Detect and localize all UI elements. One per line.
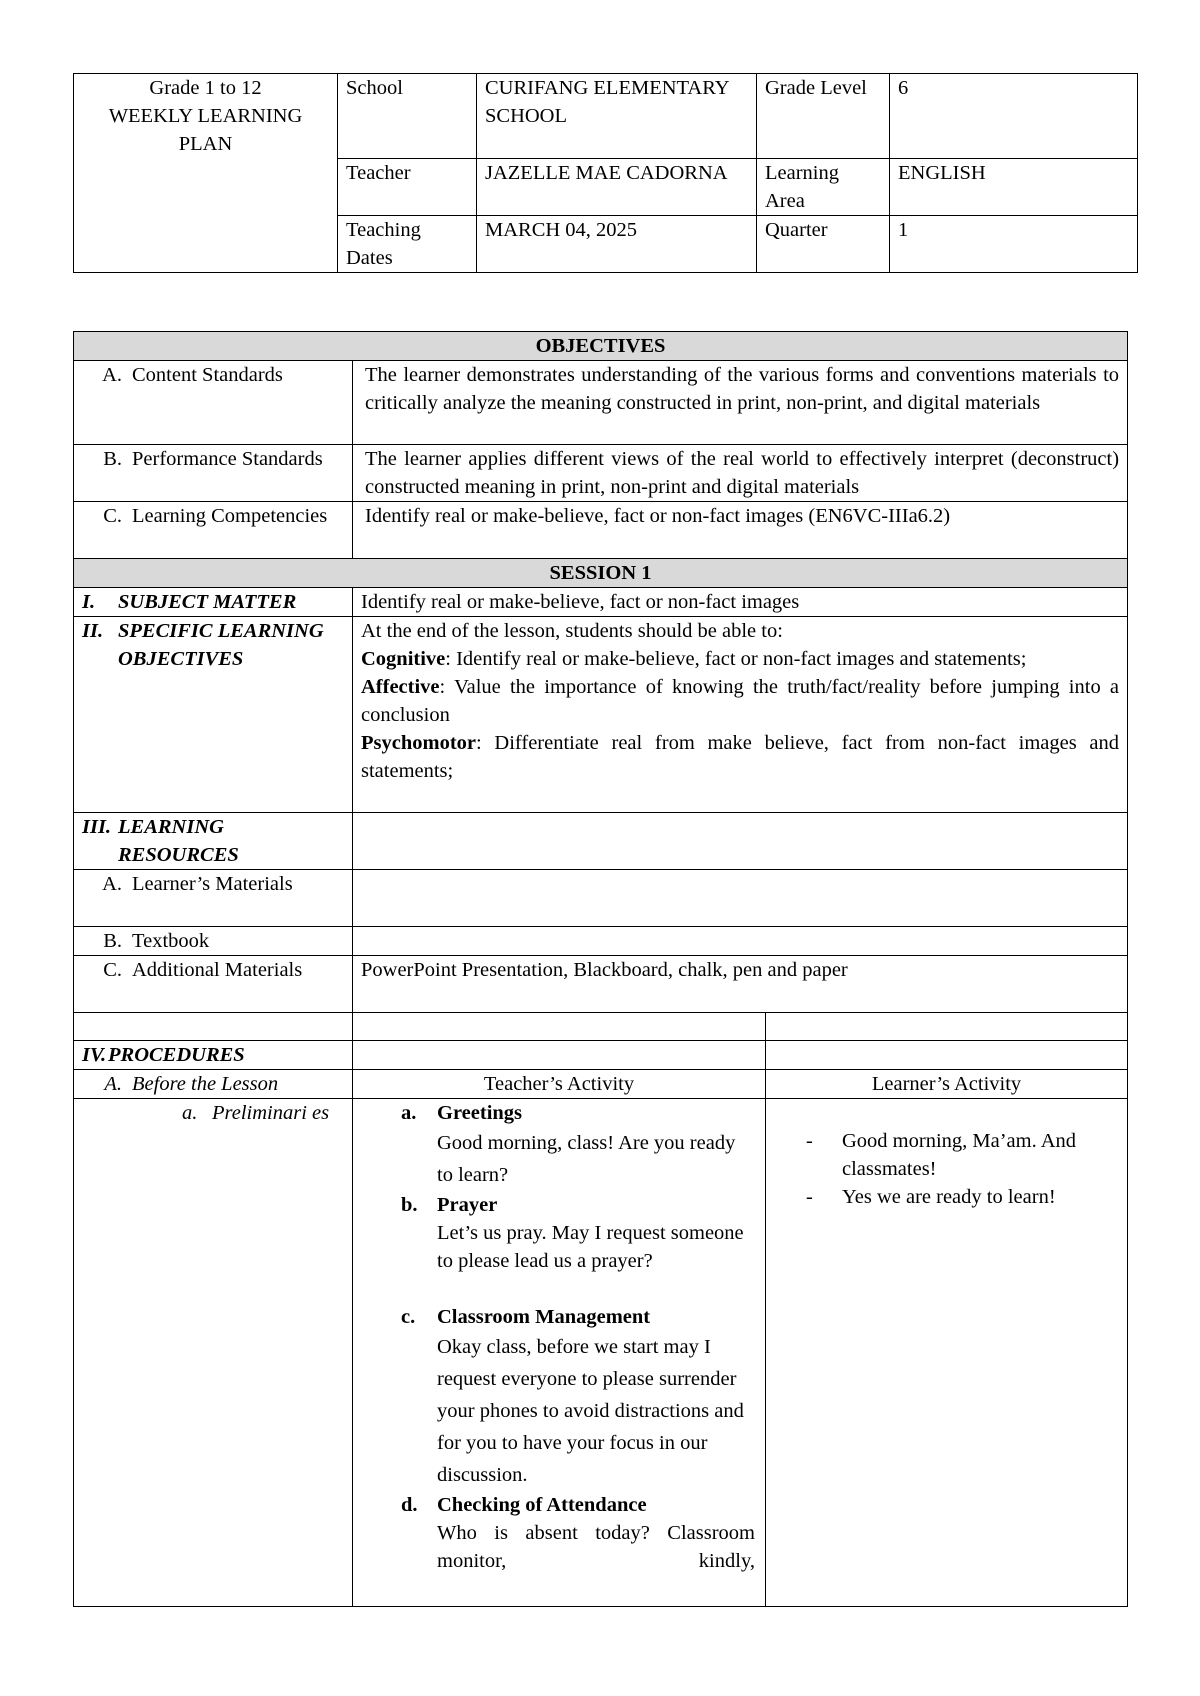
session-heading: SESSION 1 [74,559,1128,588]
plan-title-line: WEEKLY LEARNING [108,105,303,127]
area-value: ENGLISH [890,159,1138,216]
dates-label: Teaching Dates [338,216,477,273]
teacher-step [401,1303,755,1491]
before-label-text: Before the Lesson [132,1073,279,1095]
quarter-value: 1 [890,216,1138,273]
learner-activity-cell [766,1099,1128,1607]
learners-materials-value [353,870,1128,927]
step-title: Checking of Attendance [437,1494,647,1516]
teacher-step [401,1191,755,1275]
resources-marker: III. [82,816,112,838]
step-marker: c. [401,1306,416,1328]
affective-text: : Value the importance of knowing the truth/fact/reality before jumping into a conclusion [361,676,1120,726]
blank-cell [353,1041,766,1070]
before-lesson-label [74,1070,353,1099]
prelim-label-text: Preliminari es [212,1102,330,1124]
plan-title-cell [74,74,338,273]
textbook-label-text: Textbook [132,930,210,952]
blank-cell [766,1041,1128,1070]
school-value: CURIFANG ELEMENTARY SCHOOL [477,74,757,159]
performance-standards-label [74,445,353,502]
quarter-label: Quarter [757,216,890,273]
step-title: Prayer [437,1194,498,1216]
step-marker: d. [401,1494,418,1516]
additional-marker: C. [103,959,122,981]
affective-label: Affective [361,676,440,698]
step-marker: a. [401,1102,417,1124]
additional-materials-text: PowerPoint Presentation, Blackboard, chalk, pen and paper [353,956,1128,1013]
learners-marker: A. [102,873,122,895]
learners-materials-label [74,870,353,927]
subject-matter-label [74,588,353,617]
grade-label: Grade Level [757,74,890,159]
subject-matter-text: Identify real or make-believe, fact or non-fact images [353,588,1128,617]
bullet-marker: - [806,1130,813,1152]
learner-response-text: Yes we are ready to learn! [842,1186,1056,1208]
plan-title-line: PLAN [178,133,233,155]
blank-cell [74,1013,353,1041]
step-title: Greetings [437,1102,523,1124]
specific-label-text: SPECIFIC LEARNING OBJECTIVES [118,620,324,670]
content-label-text: Content Standards [132,364,283,386]
psychomotor-label: Psychomotor [361,732,477,754]
learning-competencies-text: Identify real or make-believe, fact or non-fact images (EN6VC-IIIa6.2) [353,502,1128,559]
specific-objectives-text [353,617,1128,813]
plan-title-line: Grade 1 to 12 [149,77,262,99]
grade-value: 6 [890,74,1138,159]
teacher-label: Teacher [338,159,477,216]
cognitive-text: : Identify real or make-believe, fact or non-fact images and statements; [445,648,1027,670]
competency-label-text: Learning Competencies [132,505,328,527]
textbook-value [353,927,1128,956]
content-standards-text: The learner demonstrates understanding of the various forms and conventions materials to critically analyze the meaning constructed in print, non-print, and digital materials [353,361,1128,445]
psychomotor-text: : Differentiate real from make believe, fact from non-fact images and statements; [361,732,1120,782]
dates-value: MARCH 04, 2025 [477,216,757,273]
school-label: School [338,74,477,159]
competency-marker: C. [103,505,122,527]
blank-cell [766,1013,1128,1041]
additional-label-text: Additional Materials [132,959,303,981]
specific-marker: II. [82,620,104,642]
content-standards-label [74,361,353,445]
learning-resources-value [353,813,1128,870]
content-marker: A. [102,364,122,386]
performance-label-text: Performance Standards [132,448,323,470]
learner-response [806,1127,1115,1183]
performance-standards-text: The learner applies different views of the real world to effectively interpret (deconstruct) constructed meaning in print, non-print and digital materials [353,445,1128,502]
step-text: Let’s us pray. May I request someone to please lead us a prayer? [437,1222,744,1272]
resources-label-text: LEARNING RESOURCES [118,816,239,866]
blank-cell [353,1013,766,1041]
performance-marker: B. [103,448,122,470]
specific-objectives-label [74,617,353,813]
learner-response-text: Good morning, Ma’am. And classmates! [842,1130,1077,1180]
step-title: Classroom Management [437,1306,651,1328]
additional-materials-label [74,956,353,1013]
learning-resources-label [74,813,353,870]
subject-marker: I. [82,591,96,613]
step-text: Who is absent today? Classroom monitor, kindly, [437,1522,755,1572]
lesson-plan-table [73,331,1128,1607]
step-text: Good morning, class! Are you ready to learn? [437,1132,736,1186]
cognitive-label: Cognitive [361,648,446,670]
textbook-label [74,927,353,956]
teacher-value: JAZELLE MAE CADORNA [477,159,757,216]
teacher-activity-cell [353,1099,766,1607]
step-text: Okay class, before we start may I request everyone to please surrender your phones to avoid distractions and for you to have your focus in our discussion. [437,1336,744,1486]
learner-response [806,1183,1115,1211]
area-label: Learning Area [757,159,890,216]
preliminaries-label [74,1099,353,1607]
teacher-step [401,1491,755,1575]
before-marker: A. [104,1073,122,1095]
subject-label-text: SUBJECT MATTER [118,591,297,613]
step-marker: b. [401,1194,418,1216]
learner-activity-header: Learner’s Activity [766,1070,1128,1099]
textbook-marker: B. [103,930,122,952]
teacher-step [401,1099,755,1191]
header-table [73,73,1138,273]
prelim-marker: a. [182,1102,198,1124]
procedures-label-text: PROCEDURES [108,1044,245,1066]
teacher-activity-header: Teacher’s Activity [353,1070,766,1099]
objectives-heading: OBJECTIVES [74,332,1128,361]
procedures-marker: IV. [82,1044,107,1066]
specific-intro: At the end of the lesson, students should be able to: [361,620,783,642]
procedures-label [74,1041,353,1070]
learning-competencies-label [74,502,353,559]
learners-label-text: Learner’s Materials [132,873,293,895]
bullet-marker: - [806,1186,813,1208]
